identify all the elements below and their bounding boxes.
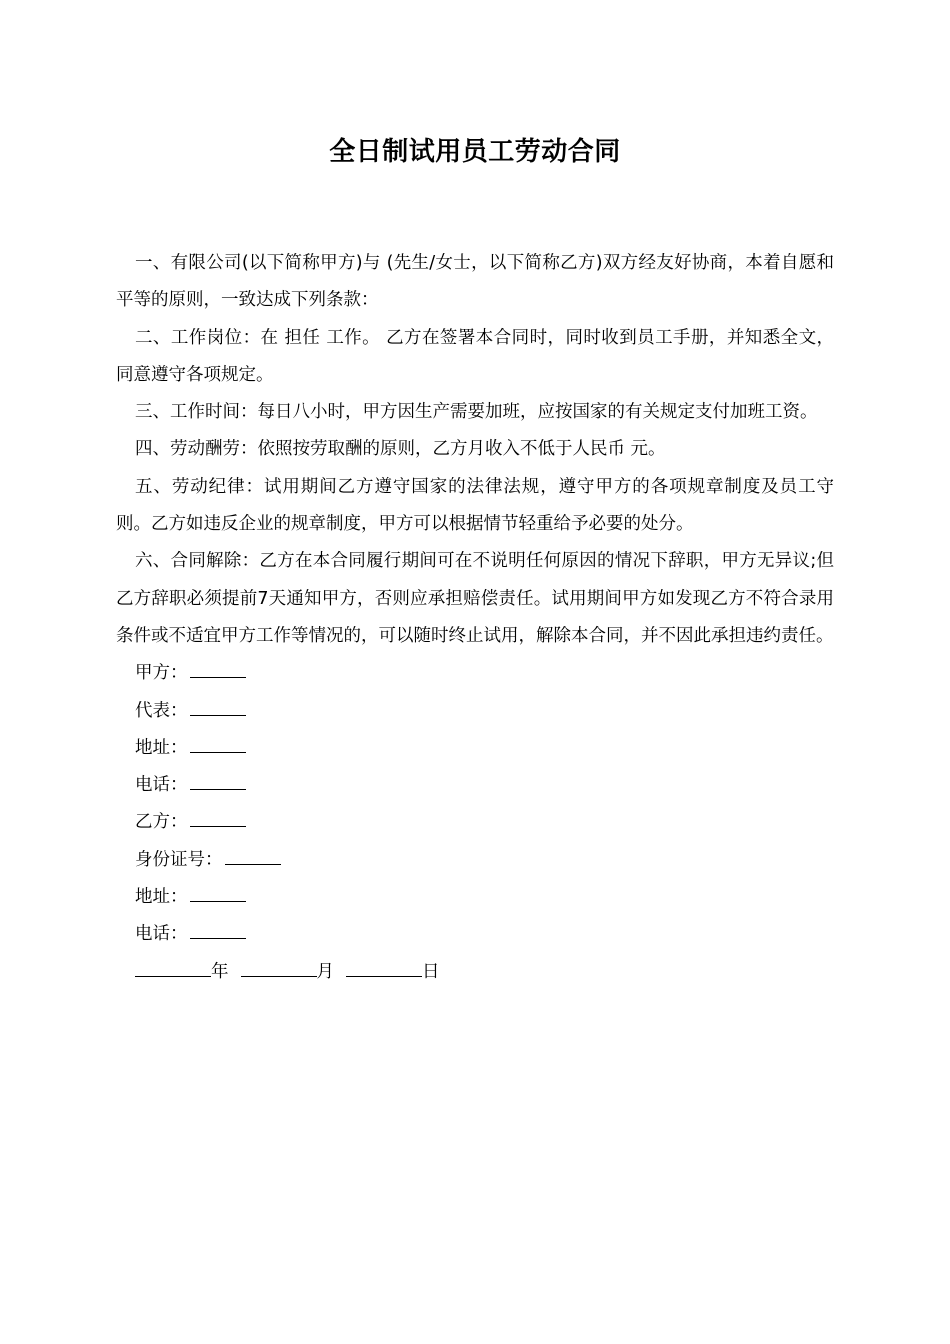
field-label: 身份证号： — [135, 849, 223, 870]
signature-field-phone-b — [116, 916, 834, 953]
date-line — [116, 954, 834, 991]
field-label: 地址： — [135, 737, 188, 758]
field-label: 电话： — [135, 775, 188, 796]
clause-1: 一、有限公司(以下简称甲方)与 (先生/女士，以下简称乙方)双方经友好协商，本着自愿和平等的原则，一致达成下列条款： — [116, 253, 834, 311]
fill-blank — [190, 736, 246, 753]
fill-blank — [190, 810, 246, 827]
document-title: 全日制试用员工劳动合同 — [329, 137, 621, 167]
field-label: 地址： — [135, 887, 188, 908]
signature-field-address-a — [116, 730, 834, 767]
fill-blank — [190, 885, 246, 902]
field-label: 电话： — [135, 924, 188, 945]
clause-2: 二、工作岗位：在 担任 工作。 乙方在签署本合同时，同时收到员工手册，并知悉全文，同意遵守各项规定。 — [116, 327, 834, 385]
clause-3: 三、工作时间：每日八小时，甲方因生产需要加班，应按国家的有关规定支付加班工资。 — [135, 402, 818, 423]
year-label: 年 — [211, 961, 229, 982]
signature-field-id-number — [116, 842, 834, 879]
fill-blank — [190, 661, 246, 678]
signature-field-representative — [116, 693, 834, 730]
signature-field-address-b — [116, 879, 834, 916]
year-blank — [135, 960, 211, 977]
fill-blank — [225, 848, 281, 865]
day-blank — [346, 960, 422, 977]
field-label: 乙方： — [135, 812, 188, 833]
signature-field-party-b — [116, 804, 834, 841]
field-label: 甲方： — [135, 663, 188, 684]
document-body — [116, 245, 834, 991]
fill-blank — [190, 699, 246, 716]
month-blank — [241, 960, 317, 977]
signature-field-party-a — [116, 655, 834, 692]
field-label: 代表： — [135, 700, 188, 721]
day-label: 日 — [422, 961, 440, 982]
fill-blank — [190, 922, 246, 939]
clause-5: 五、劳动纪律：试用期间乙方遵守国家的法律法规，遵守甲方的各项规章制度及员工守则。乙方如违反企业的规章制度，甲方可以根据情节轻重给予必要的处分。 — [116, 476, 834, 535]
clause-6: 六、合同解除：乙方在本合同履行期间可在不说明任何原因的情况下辞职，甲方无异议;但乙方辞职必须提前7天通知甲方，否则应承担赔偿责任。试用期间甲方如发现乙方不符合录用条件或不适宜甲方工作等情况的，可以随时终止试用，解除本合同，并不因此承担违约责任。 — [116, 551, 834, 646]
fill-blank — [190, 773, 246, 790]
signature-field-phone-a — [116, 767, 834, 804]
clause-4: 四、劳动酬劳：依照按劳取酬的原则，乙方月收入不低于人民币 元。 — [135, 439, 666, 460]
month-label: 月 — [316, 961, 334, 982]
